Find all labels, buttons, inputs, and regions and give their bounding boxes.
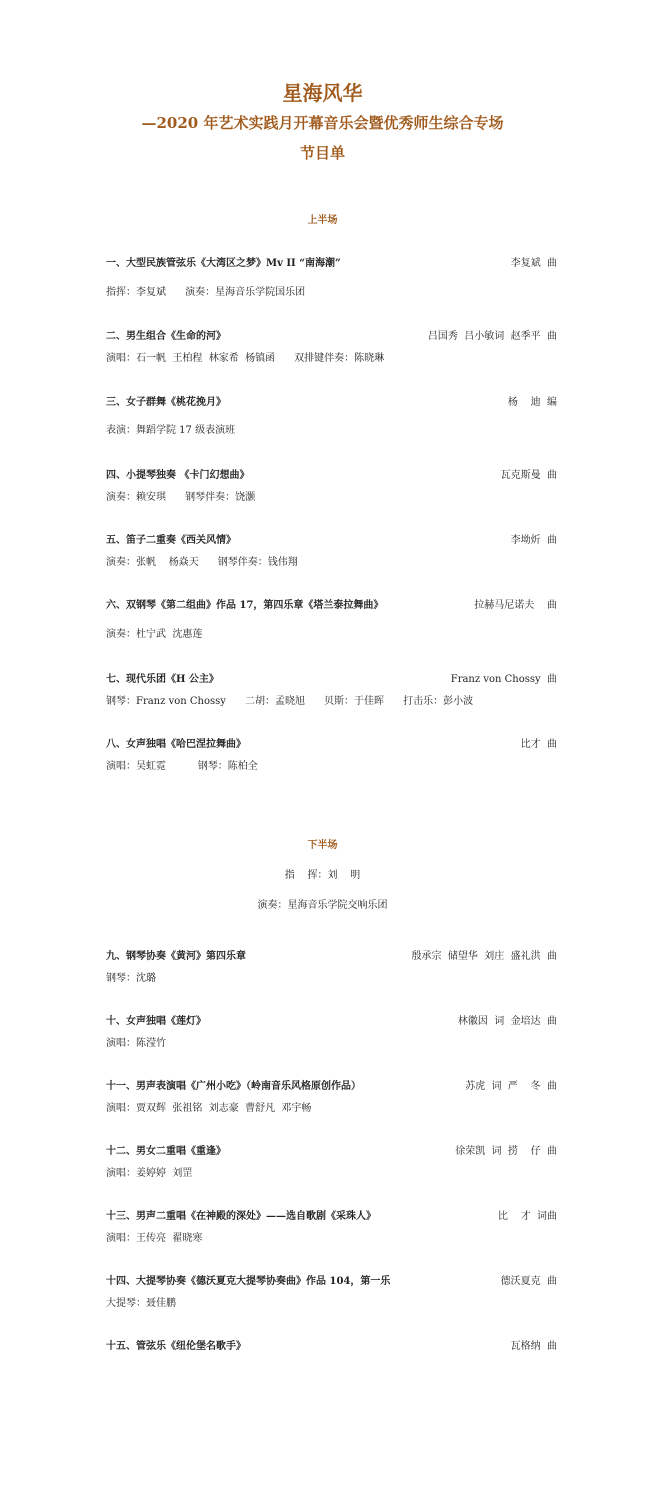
program-header — [0, 78, 645, 168]
item-credit: 比才 曲 — [520, 739, 557, 750]
item-title: 十二、男女二重唱《重逢》 — [106, 1146, 226, 1157]
item-credit: 瓦克斯曼 曲 — [500, 470, 557, 481]
program-item — [106, 1340, 557, 1354]
item-title: 四、小提琴独奏 《卡门幻想曲》 — [106, 470, 250, 481]
concert-subtitle: —2020 年艺术实践月开幕音乐会暨优秀师生综合专场 — [141, 114, 504, 132]
conductor-line: 指 挥：刘 明 — [284, 870, 361, 881]
item-performers: 钢琴：Franz von Chossy 二胡：孟晓旭 贝斯：于佳晖 打击乐：彭小波 — [106, 696, 474, 707]
program-item — [106, 396, 557, 438]
item-performers: 指挥：李复斌 演奏：星海音乐学院国乐团 — [106, 287, 306, 298]
item-credit: 李坳炘 曲 — [510, 535, 557, 546]
item-performers: 演唱：姜婷婷 刘罡 — [106, 1168, 193, 1179]
item-performers: 演奏：杜宁武 沈惠莲 — [106, 629, 203, 640]
item-credit: 吕国秀 吕小敏词 赵季平 曲 — [427, 331, 557, 342]
program-item — [106, 1080, 557, 1116]
item-credit: 苏虎 词 严 冬 曲 — [465, 1081, 557, 1092]
item-credit: 瓦格纳 曲 — [510, 1341, 557, 1352]
item-credit: 杨 迪 编 — [507, 397, 557, 408]
item-title: 七、现代乐团《H 公主》 — [106, 674, 219, 685]
program-item — [106, 469, 557, 505]
item-performers: 演唱：石一帆 王柏程 林家希 杨镇函 双排键伴奏：陈晓琳 — [106, 353, 385, 364]
program-item — [106, 950, 557, 986]
item-title: 九、钢琴协奏《黄河》第四乐章 — [106, 951, 246, 962]
item-credit: 拉赫马尼诺夫 曲 — [474, 600, 557, 611]
item-title: 五、笛子二重奏《西关风情》 — [106, 535, 236, 546]
item-title: 十四、大提琴协奏《德沃夏克大提琴协奏曲》作品 104，第一乐 — [106, 1276, 391, 1287]
item-title: 二、男生组合《生命的河》 — [106, 331, 226, 342]
program-item — [106, 1145, 557, 1181]
concert-title: 星海风华 — [282, 81, 363, 105]
item-performers: 演奏：赖安琪 钢琴伴奏：饶灏 — [106, 492, 256, 503]
item-title: 十五、管弦乐《纽伦堡名歌手》 — [106, 1341, 246, 1352]
orchestra-line: 演奏：星海音乐学院交响乐团 — [257, 900, 388, 911]
program-label: 节目单 — [299, 144, 345, 162]
item-credit: 徐荣凯 词 捞 仔 曲 — [455, 1146, 557, 1157]
item-performers: 演奏：张帆 杨焱天 钢琴伴奏：钱伟翔 — [106, 557, 298, 568]
item-title: 十三、男声二重唱《在神殿的深处》——选自歌剧《采珠人》 — [106, 1211, 376, 1222]
item-title: 六、双钢琴《第二组曲》作品 17，第四乐章《塔兰泰拉舞曲》 — [106, 600, 384, 611]
item-title: 十、女声独唱《莲灯》 — [106, 1016, 206, 1027]
second-half-heading: 下半场 — [307, 840, 338, 851]
item-title: 一、大型民族管弦乐《大湾区之梦》Mv II “南海潮” — [106, 258, 341, 269]
program-item — [106, 738, 557, 774]
program-item — [106, 257, 557, 300]
item-credit: Franz von Chossy 曲 — [450, 674, 557, 685]
program-item — [106, 1015, 557, 1051]
program-item — [106, 1210, 557, 1246]
item-credit: 殷承宗 储望华 刘庄 盛礼洪 曲 — [411, 951, 557, 962]
item-credit: 德沃夏克 曲 — [500, 1276, 557, 1287]
item-performers: 大提琴：聂佳鹏 — [106, 1298, 176, 1309]
item-title: 八、女声独唱《哈巴涅拉舞曲》 — [106, 739, 246, 750]
item-title: 十一、男声表演唱《广州小吃》（岭南音乐风格原创作品） — [106, 1081, 361, 1092]
item-credit: 李复斌 曲 — [510, 258, 557, 269]
first-half-heading: 上半场 — [307, 215, 338, 226]
item-performers: 表演：舞蹈学院 17 级表演班 — [106, 425, 236, 436]
item-performers: 钢琴：沈璐 — [106, 973, 156, 984]
item-title: 三、女子群舞《桃花挽月》 — [106, 397, 226, 408]
program-item — [106, 1275, 557, 1311]
item-credit: 林徽因 词 金培达 曲 — [457, 1016, 557, 1027]
program-item — [106, 599, 557, 642]
item-credit: 比 才 词曲 — [497, 1211, 557, 1222]
item-performers: 演唱：吴虹霓 钢琴：陈柏全 — [106, 761, 258, 772]
program-item — [106, 534, 557, 570]
program-item — [106, 673, 557, 709]
item-performers: 演唱：贾双辉 张祖铭 刘志豪 曹舒凡 邓宇畅 — [106, 1103, 312, 1114]
item-performers: 演唱：王传亮 翟晓寒 — [106, 1233, 203, 1244]
program-item — [106, 330, 557, 366]
item-performers: 演唱：陈滢竹 — [106, 1038, 166, 1049]
